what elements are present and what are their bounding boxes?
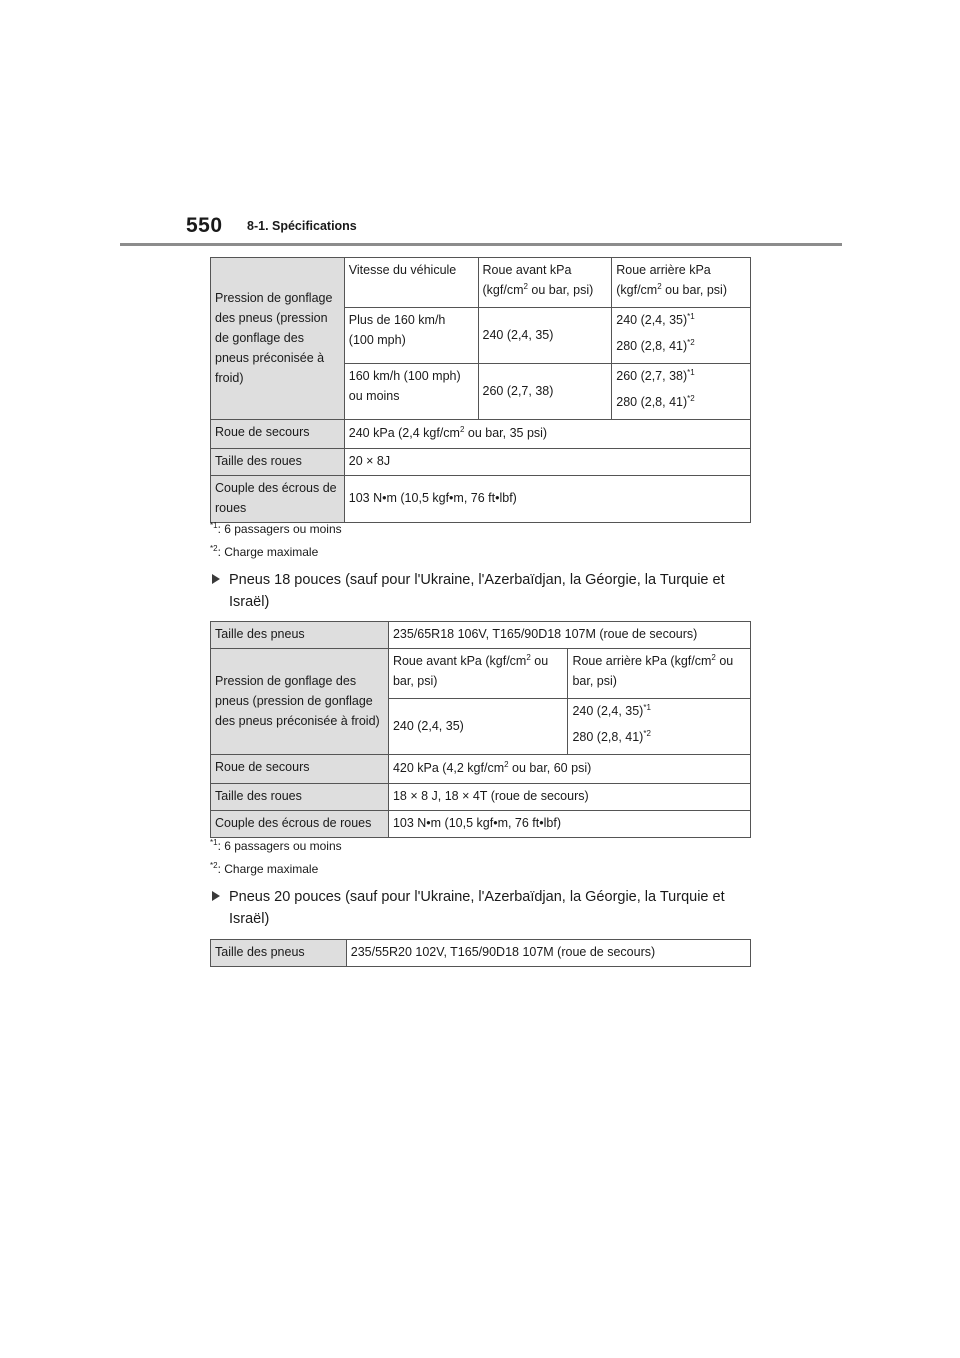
superscript: 2 xyxy=(657,281,662,291)
header-front-text: Roue avant kPa (kgf/cm xyxy=(392,654,527,668)
pressure-label: Pression de gonflage des pneus (pression de gonflage des pneus préconisée à froid) xyxy=(211,258,345,420)
header-front-line1: Roue avant kPa xyxy=(482,263,572,277)
footnote xyxy=(210,839,342,853)
footnote-ref: *1 xyxy=(687,367,695,377)
superscript: 2 xyxy=(504,759,509,769)
header-rule xyxy=(120,243,842,246)
footnote-text: : 6 passagers ou moins xyxy=(217,522,342,536)
spare-value-rest: ou bar, 60 psi) xyxy=(508,761,592,775)
rear-pressure-value: 280 (2,8, 41) xyxy=(616,339,688,353)
spare-label: Roue de secours xyxy=(211,420,345,449)
footnote xyxy=(210,545,318,559)
rear-pressure-value: 240 (2,4, 35) xyxy=(616,313,688,327)
rear-pressure-value: 260 (2,7, 38) xyxy=(616,369,688,383)
bullet-heading-20in xyxy=(212,886,752,930)
rear-pressure-value: 240 (2,4, 35) xyxy=(572,704,644,718)
footnote-marker: *1 xyxy=(210,838,218,847)
speed-cell: 160 km/h (100 mph) ou moins xyxy=(344,364,478,420)
header-rear xyxy=(612,258,751,308)
spec-table-20in xyxy=(210,939,751,967)
footnote-marker: *1 xyxy=(210,521,218,530)
spec-table-18in xyxy=(210,621,751,838)
header-speed: Vitesse du véhicule xyxy=(344,258,478,308)
rear-pressure-line xyxy=(616,366,746,386)
header-front xyxy=(388,649,568,699)
rear-pressure-cell xyxy=(568,699,751,755)
footnote-ref: *2 xyxy=(687,393,695,403)
footnote-ref: *2 xyxy=(687,337,695,347)
front-pressure-cell: 240 (2,4, 35) xyxy=(388,699,568,755)
rear-pressure-cell xyxy=(612,364,751,420)
wheel-size-value: 18 × 8 J, 18 × 4T (roue de secours) xyxy=(388,784,750,811)
rear-pressure-line xyxy=(616,392,746,412)
footnote-marker: *2 xyxy=(210,861,218,870)
header-front-line2 xyxy=(483,280,608,300)
torque-label: Couple des écrous de roues xyxy=(211,476,345,523)
page-number: 550 xyxy=(186,214,223,237)
header-rear-rest: ou bar, psi) xyxy=(572,654,734,688)
spare-value xyxy=(344,420,750,449)
torque-value: 103 N•m (10,5 kgf•m, 76 ft•lbf) xyxy=(388,811,750,838)
front-pressure-cell: 240 (2,4, 35) xyxy=(478,308,612,364)
spare-value-text: 420 kPa (4,2 kgf/cm xyxy=(392,761,505,775)
rear-pressure-value: 280 (2,8, 41) xyxy=(616,395,688,409)
superscript: 2 xyxy=(526,652,531,662)
bullet-text: Pneus 18 pouces (sauf pour l'Ukraine, l'Azerbaïdjan, la Géorgie, la Turquie et Israël) xyxy=(229,572,725,610)
spare-value-text: 240 kPa (2,4 kgf/cm xyxy=(348,426,460,440)
header-rear-line1: Roue arrière kPa xyxy=(616,263,711,277)
tire-size-value: 235/55R20 102V, T165/90D18 107M (roue de secours) xyxy=(346,940,750,967)
header-front xyxy=(478,258,612,308)
bullet-heading-18in xyxy=(212,569,752,613)
header-front-unit: (kgf/cm xyxy=(482,283,524,297)
pressure-label: Pression de gonflage des pneus (pression de gonflage des pneus préconisée à froid) xyxy=(211,649,389,755)
spare-label: Roue de secours xyxy=(211,755,389,784)
front-pressure-cell: 260 (2,7, 38) xyxy=(478,364,612,420)
tire-size-label: Taille des pneus xyxy=(211,940,347,967)
header-rear-unit-rest: ou bar, psi) xyxy=(661,283,728,297)
tire-size-value: 235/65R18 106V, T165/90D18 107M (roue de secours) xyxy=(388,622,750,649)
wheel-size-label: Taille des roues xyxy=(211,449,345,476)
footnote-text: : 6 passagers ou moins xyxy=(217,839,342,853)
triangle-bullet-icon xyxy=(212,574,220,584)
rear-pressure-value: 280 (2,8, 41) xyxy=(572,730,644,744)
rear-pressure-cell xyxy=(612,308,751,364)
footnote xyxy=(210,862,318,876)
footnote-text: : Charge maximale xyxy=(217,545,319,559)
superscript: 2 xyxy=(523,281,528,291)
rear-pressure-line xyxy=(572,701,746,721)
torque-label: Couple des écrous de roues xyxy=(211,811,389,838)
wheel-size-label: Taille des roues xyxy=(211,784,389,811)
rear-pressure-line xyxy=(572,727,746,747)
footnote-ref: *2 xyxy=(643,728,651,738)
spare-value-rest: ou bar, 35 psi) xyxy=(464,426,548,440)
tire-size-label: Taille des pneus xyxy=(211,622,389,649)
superscript: 2 xyxy=(459,424,465,434)
footnote-ref: *1 xyxy=(687,311,695,321)
superscript: 2 xyxy=(711,652,716,662)
wheel-size-value: 20 × 8J xyxy=(344,449,750,476)
torque-value: 103 N•m (10,5 kgf•m, 76 ft•lbf) xyxy=(344,476,750,523)
rear-pressure-line xyxy=(616,336,746,356)
footnote xyxy=(210,522,342,536)
spec-table-22in xyxy=(210,257,751,523)
header-rear-line2 xyxy=(616,280,746,300)
footnote-text: : Charge maximale xyxy=(217,862,319,876)
triangle-bullet-icon xyxy=(212,891,220,901)
speed-cell: Plus de 160 km/h (100 mph) xyxy=(344,308,478,364)
header-rear xyxy=(568,649,751,699)
header-front-unit-rest: ou bar, psi) xyxy=(527,283,594,297)
footnote-ref: *1 xyxy=(643,702,651,712)
spare-value xyxy=(388,755,750,784)
section-title: 8-1. Spécifications xyxy=(247,219,357,233)
header-rear-text: Roue arrière kPa (kgf/cm xyxy=(572,654,712,668)
rear-pressure-line xyxy=(616,310,746,330)
header-rear-unit: (kgf/cm xyxy=(616,283,658,297)
header-front-rest: ou bar, psi) xyxy=(392,654,549,688)
footnote-marker: *2 xyxy=(210,544,218,553)
bullet-text: Pneus 20 pouces (sauf pour l'Ukraine, l'Azerbaïdjan, la Géorgie, la Turquie et Israël) xyxy=(229,889,725,927)
